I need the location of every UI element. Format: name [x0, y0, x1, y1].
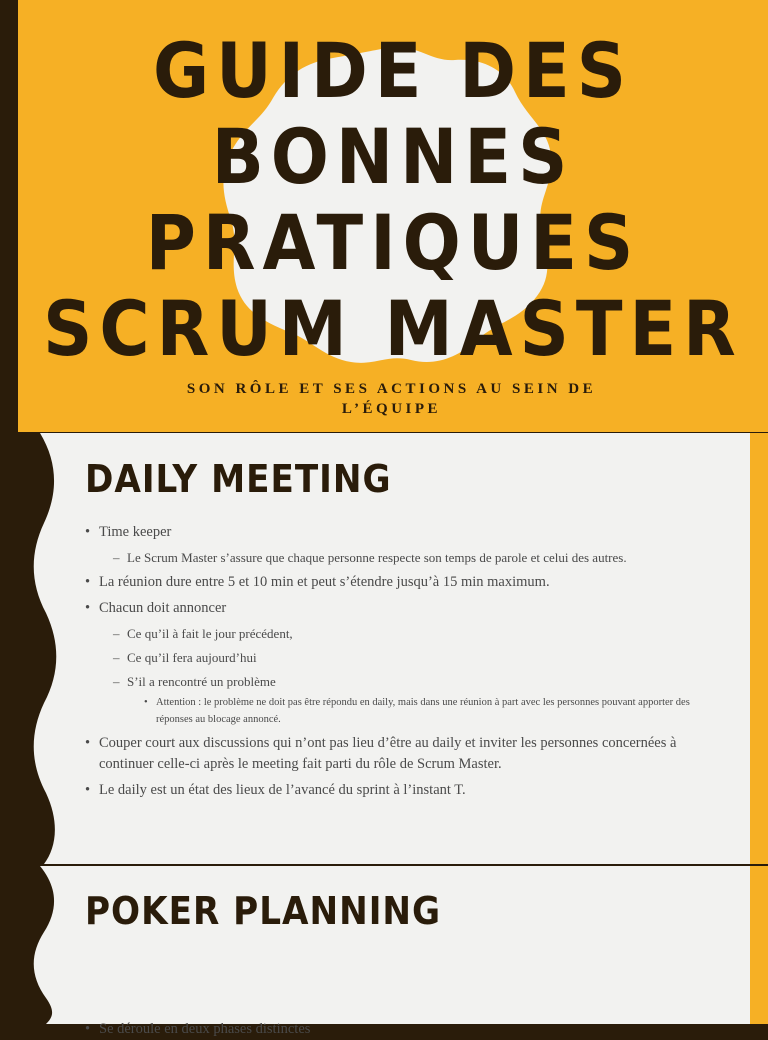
poker-planning-slide [0, 866, 768, 1037]
list-item: • Le daily est un état des lieux de l’avancé du sprint à l’instant T. [85, 780, 705, 801]
list-item: • La réunion dure entre 5 et 10 min et peut s’étendre jusqu’à 15 min maximum. [85, 572, 705, 593]
poker-bullet-list [85, 1014, 705, 1040]
slide-heading: POKER PLANNING [85, 889, 442, 933]
list-item: • Se déroule en deux phases distinctes [85, 1019, 705, 1040]
decorative-wave-edge [0, 433, 62, 864]
list-subitem: – Ce qu’il à fait le jour précédent, [85, 624, 705, 643]
list-item: • Chacun doit annoncer [85, 598, 705, 619]
daily-bullet-list [85, 517, 705, 801]
list-item: • Time keeper [85, 522, 705, 543]
list-note: • Attention : le problème ne doit pas être répondu en daily, mais dans une réunion à part avec les personnes pouvant apporter des réponses au blocage annoncé. [85, 694, 705, 728]
list-subitem: – Ce qu’il fera aujourd’hui [85, 648, 705, 667]
decorative-wave-edge [0, 866, 62, 1024]
list-item: • Couper court aux discussions qui n’ont pas lieu d’être au daily et inviter les personnes concernées à continuer celle-ci après le meeting fait parti du rôle de Scrum Master. [85, 733, 705, 775]
daily-meeting-slide [0, 433, 768, 864]
slide-left-bar [0, 0, 18, 432]
presentation-title: GUIDE DES BONNES PRATIQUES SCRUM MASTER [43, 26, 743, 373]
slide-heading: DAILY MEETING [85, 457, 392, 501]
list-subitem: – Le Scrum Master s’assure que chaque personne respecte son temps de parole et celui des autres. [85, 548, 705, 567]
list-subitem: – S’il a rencontré un problème [85, 672, 705, 691]
presentation-subtitle: SON RÔLE ET SES ACTIONS AU SEIN DE L’ÉQUIPE [186, 381, 597, 417]
title-slide [0, 0, 768, 432]
